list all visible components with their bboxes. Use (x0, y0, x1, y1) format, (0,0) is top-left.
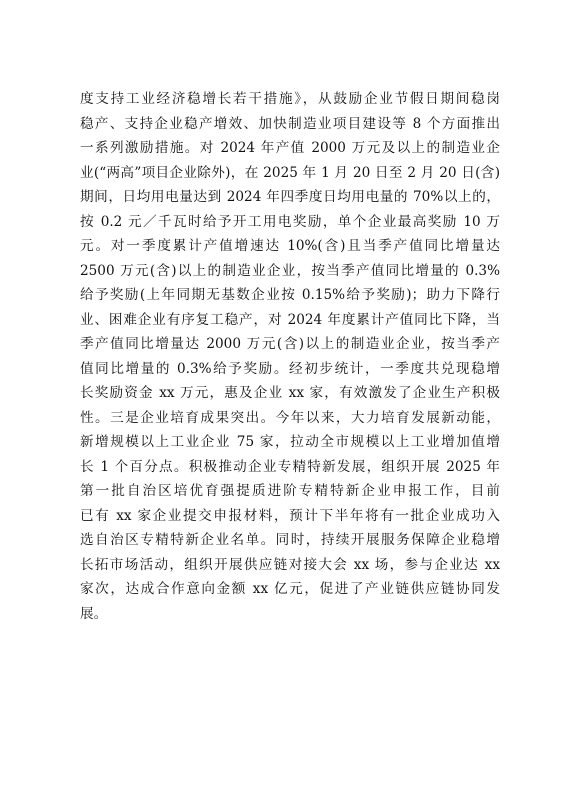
text-line: 选自治区专精特新企业名单。同时，持续开展服务保障企业稳增 (80, 532, 500, 548)
text-line: 一系列激励措施。对 2024 年产值 2000 万元及以上的制造业企 (80, 140, 500, 156)
text-line: 给予奖励(上年同期无基数企业按 0.15%给予奖励)；助力下降行 (80, 287, 500, 303)
text-line: 长拓市场活动，组织开展供应链对接大会 xx 场，参与企业达 xx (80, 556, 500, 573)
text-line: 长 1 个百分点。积极推动企业专精特新发展，组织开展 2025 年 (80, 458, 500, 475)
text-line: 新增规模以上工业企业 75 家，拉动全市规模以上工业增加值增 (80, 434, 500, 450)
text-line: 按 0.2 元／千瓦时给予开工用电奖励，单个企业最高奖励 10 万 (80, 213, 500, 230)
text-line: 稳产、支持企业稳产增效、加快制造业项目建设等 8 个方面推出 (80, 115, 500, 132)
text-line: 值同比增量的 0.3%给予奖励。经初步统计，一季度共兑现稳增 (80, 360, 500, 377)
text-line: 展。 (80, 605, 108, 622)
text-line: 2500 万元(含)以上的制造业企业，按当季产值同比增量的 0.3% (80, 262, 500, 279)
text-line: 性。三是企业培育成果突出。今年以来，大力培育发展新动能， (80, 409, 500, 426)
text-line: 期间，日均用电量达到 2024 年四季度日均用电量的 70%以上的， (80, 189, 500, 205)
text-line: 度支持工业经济稳增长若干措施》，从鼓励企业节假日期间稳岗 (80, 91, 500, 107)
text-line: 已有 xx 家企业提交申报材料，预计下半年将有一批企业成功入 (80, 507, 500, 524)
text-line: 元。对一季度累计产值增速达 10%(含)且当季产值同比增量达 (80, 238, 500, 254)
body-paragraph (80, 87, 500, 626)
text-line: 季产值同比增量达 2000 万元(含)以上的制造业企业，按当季产 (80, 336, 500, 352)
text-line: 家次，达成合作意向金额 xx 亿元，促进了产业链供应链协同发 (80, 581, 500, 597)
text-line: 业、困难企业有序复工稳产，对 2024 年度累计产值同比下降，当 (80, 311, 500, 328)
text-line: 业(“两高”项目企业除外)，在 2025 年 1 月 20 日至 2 月 20 日(含) (80, 164, 500, 181)
text-line: 长奖励资金 xx 万元，惠及企业 xx 家，有效激发了企业生产积极 (80, 385, 500, 401)
text-line: 第一批自治区培优育强提质进阶专精特新企业申报工作，目前 (80, 483, 500, 499)
